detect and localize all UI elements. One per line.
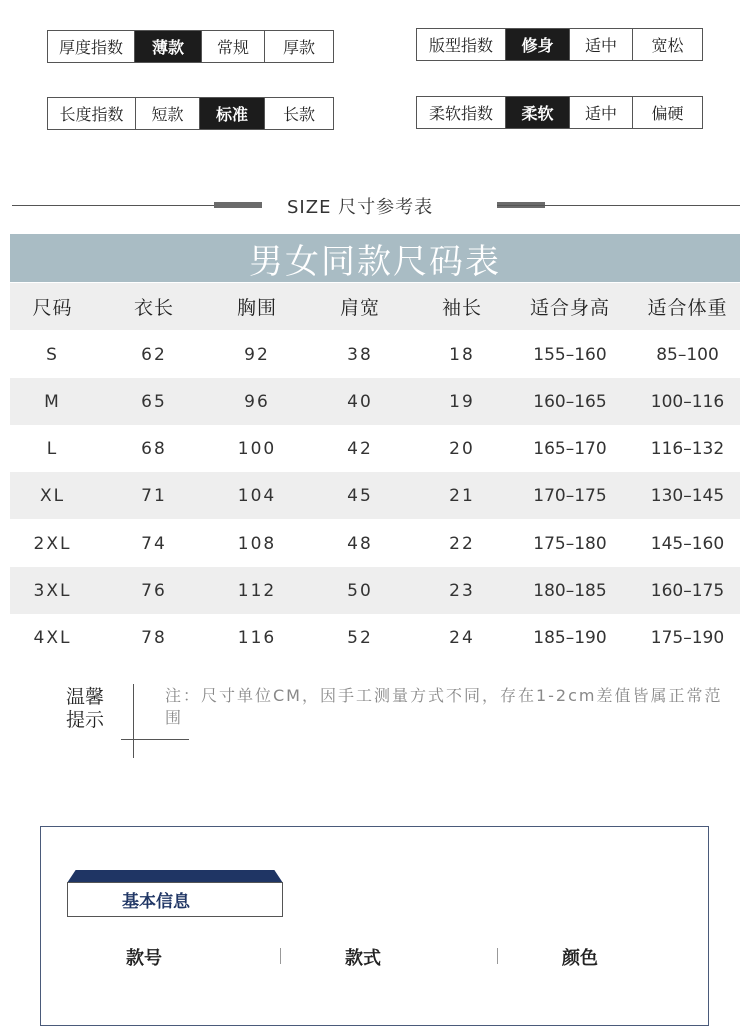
header-height: 适合身高 [529,297,610,319]
table-cell: 74 [141,533,167,554]
thickness-index [47,30,334,63]
tip-label-line1: 温馨 [66,686,105,708]
tip-divider-vertical [133,684,134,758]
table-cell: 100–116 [650,391,725,412]
table-cell: 76 [141,580,167,601]
table-cell: 23 [449,580,475,601]
table-cell: 160–175 [650,580,725,601]
table-row [10,520,740,567]
table-cell: 116 [237,627,277,648]
option-thin[interactable]: 薄款 [134,31,201,62]
table-cell: 40 [347,391,373,412]
table-cell: 155–160 [533,344,607,365]
table-cell: 48 [347,533,373,554]
table-cell: 50 [347,580,373,601]
tip-text: 注：尺寸单位CM，因手工测量方式不同，存在1-2cm差值皆属正常范围 [165,686,723,727]
table-cell: 92 [244,344,270,365]
option-regular[interactable]: 常规 [201,31,264,62]
table-cell: 112 [237,580,277,601]
table-cell: 170–175 [533,485,607,506]
info-separator [280,948,281,964]
info-col-style-no: 款号 [126,948,162,969]
table-cell: 38 [347,344,373,365]
table-cell: 20 [449,438,475,459]
option-thick[interactable]: 厚款 [264,31,333,62]
index-label: 长度指数 [59,105,124,124]
table-cell: 52 [347,627,373,648]
index-label: 厚度指数 [58,38,123,57]
table-cell: 104 [237,485,277,506]
option-medium[interactable]: 适中 [569,29,632,60]
header-chest: 胸围 [236,297,277,319]
option-medium[interactable]: 适中 [569,97,632,128]
option-standard[interactable]: 标准 [199,98,264,129]
option-slim[interactable]: 修身 [505,29,569,60]
table-cell: L [46,438,59,459]
table-cell: 108 [237,533,277,554]
table-cell: 175–180 [533,533,607,554]
table-row [10,425,740,472]
info-col-color: 颜色 [562,948,598,969]
table-row [10,567,740,614]
table-row [10,472,740,519]
option-stiff[interactable]: 偏硬 [632,97,702,128]
table-cell: 21 [449,485,475,506]
table-cell: 96 [244,391,270,412]
tip-divider-horizontal [121,739,189,740]
basic-info-title: 基本信息 [67,882,283,917]
info-separator [497,948,498,964]
table-cell: 62 [141,344,167,365]
index-label: 版型指数 [428,36,493,55]
option-soft[interactable]: 柔软 [505,97,569,128]
table-cell: 4XL [33,627,72,648]
header-sleeve: 袖长 [441,297,482,319]
table-cell: 185–190 [533,627,607,648]
table-cell: 78 [141,627,167,648]
size-caption: SIZE 尺寸参考表 [287,197,434,218]
header-shoulder: 肩宽 [339,297,380,319]
table-cell: 71 [141,485,167,506]
info-col-style: 款式 [345,948,381,969]
size-table-title: 男女同款尺码表 [10,234,740,282]
index-label: 柔软指数 [428,104,493,123]
table-cell: 165–170 [533,438,607,459]
table-cell: XL [39,485,66,506]
table-cell: 22 [449,533,475,554]
table-cell: 100 [237,438,277,459]
basic-info-tab [67,870,283,917]
softness-index [416,96,703,129]
table-cell: M [44,391,61,412]
option-loose[interactable]: 宽松 [632,29,702,60]
table-cell: 24 [449,627,475,648]
header-weight: 适合体重 [647,297,728,319]
table-cell: 65 [141,391,167,412]
tip-label-line2: 提示 [66,709,105,731]
header-size: 尺码 [32,297,73,319]
option-short[interactable]: 短款 [135,98,199,129]
table-cell: 175–190 [650,627,725,648]
option-long[interactable]: 长款 [264,98,333,129]
table-cell: 19 [449,391,475,412]
table-cell: S [46,344,59,365]
table-cell: 2XL [33,533,72,554]
table-row [10,614,740,661]
basic-info-card [40,826,709,1026]
table-cell: 3XL [33,580,72,601]
size-table-header [10,283,740,330]
table-cell: 145–160 [650,533,725,554]
table-cell: 42 [347,438,373,459]
divider-bar-left [214,202,262,208]
table-cell: 18 [449,344,475,365]
table-cell: 180–185 [533,580,607,601]
fit-index [416,28,703,61]
table-cell: 45 [347,485,373,506]
table-row [10,378,740,425]
table-cell: 85–100 [656,344,719,365]
table-cell: 68 [141,438,167,459]
length-index [47,97,334,130]
table-cell: 130–145 [650,485,725,506]
table-row [10,331,740,378]
table-cell: 116–132 [650,438,725,459]
divider-right [497,205,740,206]
header-length: 衣长 [133,297,174,319]
tip-label [66,686,116,732]
table-cell: 160–165 [533,391,607,412]
